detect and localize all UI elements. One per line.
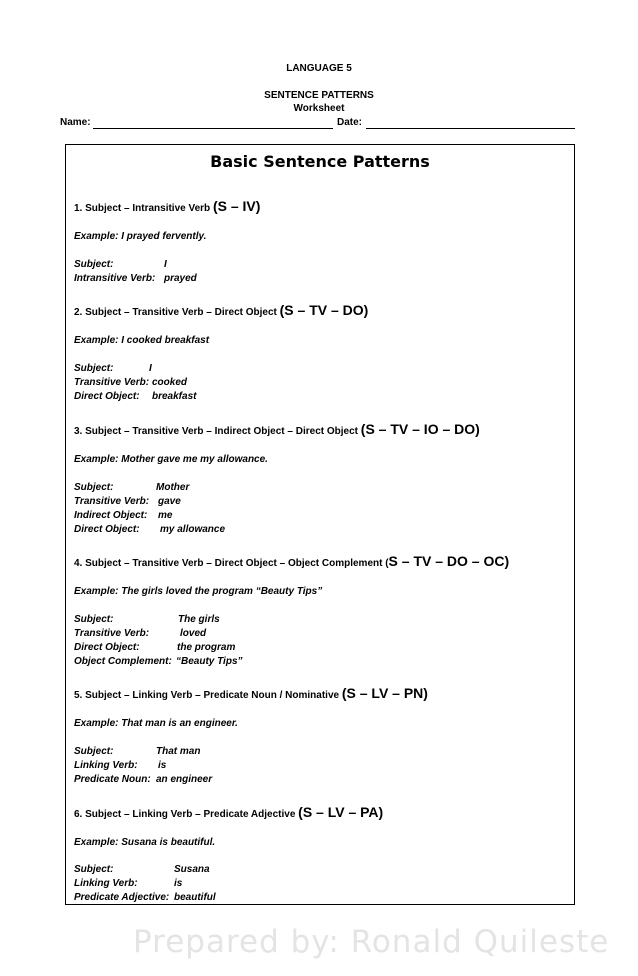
part-row bbox=[74, 273, 197, 285]
part-value: an engineer bbox=[156, 774, 213, 785]
name-date-row bbox=[60, 117, 580, 133]
part-value: beautiful bbox=[174, 892, 216, 903]
pattern-example: Example: I prayed fervently. bbox=[74, 231, 207, 242]
part-row bbox=[74, 864, 210, 876]
part-row bbox=[74, 614, 220, 626]
part-label: Direct Object: bbox=[74, 524, 140, 535]
name-label: Name: bbox=[60, 117, 91, 128]
pattern-formula: (S – LV – PA) bbox=[298, 804, 384, 820]
part-value: I bbox=[149, 363, 152, 374]
part-label: Transitive Verb: bbox=[74, 628, 150, 639]
part-label: Linking Verb: bbox=[74, 760, 138, 771]
part-value: breakfast bbox=[152, 391, 197, 402]
part-value: is bbox=[158, 760, 167, 771]
part-value: “Beauty Tips” bbox=[176, 656, 243, 667]
part-label: Subject: bbox=[74, 746, 114, 757]
part-row bbox=[74, 510, 173, 522]
pattern-example: Example: Susana is beautiful. bbox=[74, 837, 216, 848]
part-row bbox=[74, 760, 167, 772]
pattern-heading: 3. Subject – Transitive Verb – Indirect Object – Direct Object (S – TV – IO – DO) bbox=[74, 421, 480, 437]
part-row bbox=[74, 524, 226, 536]
part-value: me bbox=[158, 510, 173, 521]
name-field[interactable] bbox=[93, 128, 333, 129]
part-value: prayed bbox=[164, 273, 197, 284]
worksheet-label: Worksheet bbox=[293, 103, 345, 114]
pattern-example: Example: I cooked breakfast bbox=[74, 335, 210, 346]
prepared-by-watermark: Prepared by: Ronald Quileste bbox=[133, 924, 610, 960]
part-value: cooked bbox=[152, 377, 188, 388]
pattern-example: Example: The girls loved the program “Beauty Tips” bbox=[74, 586, 323, 597]
date-label: Date: bbox=[337, 117, 363, 128]
part-label: Subject: bbox=[74, 482, 114, 493]
topic-heading: SENTENCE PATTERNS bbox=[264, 90, 374, 101]
pattern-heading: 1. Subject – Intransitive Verb (S – IV) bbox=[74, 198, 261, 214]
part-row bbox=[74, 259, 167, 271]
page-title: Basic Sentence Patterns bbox=[210, 152, 430, 171]
part-label: Direct Object: bbox=[74, 642, 140, 653]
part-label: Indirect Object: bbox=[74, 510, 148, 521]
pattern-example: Example: That man is an engineer. bbox=[74, 718, 238, 729]
part-value: gave bbox=[158, 496, 181, 507]
pattern-heading: 6. Subject – Linking Verb – Predicate Adjective (S – LV – PA) bbox=[74, 804, 384, 820]
part-label: Linking Verb: bbox=[74, 878, 138, 889]
part-label: Predicate Noun: bbox=[74, 774, 151, 785]
pattern-example: Example: Mother gave me my allowance. bbox=[74, 454, 268, 465]
part-value: That man bbox=[156, 746, 201, 757]
pattern-heading: 2. Subject – Transitive Verb – Direct Object (S – TV – DO) bbox=[74, 302, 369, 318]
pattern-formula: S – TV – DO – OC) bbox=[388, 553, 510, 569]
pattern-heading: 5. Subject – Linking Verb – Predicate Noun / Nominative (S – LV – PN) bbox=[74, 685, 428, 701]
part-label: Intransitive Verb: bbox=[74, 273, 156, 284]
part-row bbox=[74, 391, 197, 403]
part-label: Transitive Verb: bbox=[74, 377, 150, 388]
part-label: Direct Object: bbox=[74, 391, 140, 402]
patterns-box bbox=[65, 144, 575, 905]
date-field[interactable] bbox=[366, 128, 575, 129]
part-label: Subject: bbox=[74, 864, 114, 875]
part-label: Predicate Adjective: bbox=[74, 892, 170, 903]
part-value: is bbox=[174, 878, 183, 889]
part-row bbox=[74, 746, 201, 758]
part-row bbox=[74, 656, 243, 668]
part-value: Susana bbox=[174, 864, 210, 875]
part-value: loved bbox=[180, 628, 207, 639]
part-label: Subject: bbox=[74, 259, 114, 270]
pattern-formula: (S – LV – PN) bbox=[341, 685, 428, 701]
part-value: The girls bbox=[178, 614, 220, 625]
pattern-formula: (S – TV – IO – DO) bbox=[360, 421, 480, 437]
part-row bbox=[74, 642, 236, 654]
part-value: the program bbox=[177, 642, 236, 653]
part-value: Mother bbox=[156, 482, 190, 493]
pattern-formula: (S – TV – DO) bbox=[279, 302, 369, 318]
part-value: I bbox=[164, 259, 167, 270]
part-row bbox=[74, 628, 207, 640]
part-row bbox=[74, 892, 216, 904]
part-row bbox=[74, 363, 152, 375]
subject-heading: LANGUAGE 5 bbox=[286, 63, 352, 74]
pattern-formula: (S – IV) bbox=[212, 198, 261, 214]
part-label: Subject: bbox=[74, 363, 114, 374]
part-label: Subject: bbox=[74, 614, 114, 625]
part-row bbox=[74, 482, 190, 494]
pattern-heading: 4. Subject – Transitive Verb – Direct Object – Object Complement (S – TV – DO – OC) bbox=[74, 553, 510, 569]
part-label: Object Complement: bbox=[74, 656, 172, 667]
part-row bbox=[74, 496, 181, 508]
part-value: my allowance bbox=[160, 524, 226, 535]
part-row bbox=[74, 377, 188, 389]
part-row bbox=[74, 774, 213, 786]
part-row bbox=[74, 878, 183, 890]
part-label: Transitive Verb: bbox=[74, 496, 150, 507]
